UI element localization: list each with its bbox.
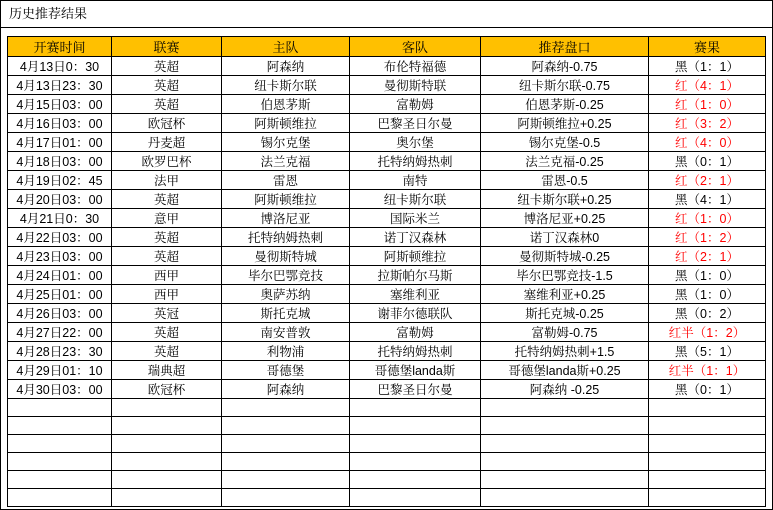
cell-empty	[222, 489, 350, 507]
table-row	[8, 57, 766, 76]
cell-pick: 博洛尼亚+0.25	[481, 209, 649, 228]
cell-time: 4月26日03：00	[8, 304, 112, 323]
table-row-empty	[8, 435, 766, 453]
cell-league: 英超	[112, 342, 222, 361]
cell-pick: 纽卡斯尔联-0.75	[481, 76, 649, 95]
table-row	[8, 266, 766, 285]
cell-pick: 富勒姆-0.75	[481, 323, 649, 342]
cell-league: 瑞典超	[112, 361, 222, 380]
cell-time: 4月16日03：00	[8, 114, 112, 133]
cell-home-team: 奥萨苏纳	[222, 285, 350, 304]
cell-empty	[222, 453, 350, 471]
cell-result: 红（2：1）	[649, 171, 766, 190]
cell-result: 黑（0：2）	[649, 304, 766, 323]
column-header-result: 赛果	[649, 37, 766, 57]
cell-empty	[350, 417, 481, 435]
cell-pick: 诺丁汉森林0	[481, 228, 649, 247]
cell-pick: 哥德堡landa斯+0.25	[481, 361, 649, 380]
cell-away-team: 塞维利亚	[350, 285, 481, 304]
cell-league: 欧罗巴杯	[112, 152, 222, 171]
cell-pick: 阿森纳 -0.25	[481, 380, 649, 399]
table-row	[8, 209, 766, 228]
cell-empty	[481, 417, 649, 435]
cell-pick: 托特纳姆热刺+1.5	[481, 342, 649, 361]
cell-time: 4月17日01：00	[8, 133, 112, 152]
cell-result: 红（4：0）	[649, 133, 766, 152]
cell-time: 4月20日03：00	[8, 190, 112, 209]
cell-home-team: 雷恩	[222, 171, 350, 190]
cell-result: 红半（1：2）	[649, 323, 766, 342]
cell-result: 红（1：0）	[649, 209, 766, 228]
cell-time: 4月13日23：30	[8, 76, 112, 95]
cell-away-team: 拉斯帕尔马斯	[350, 266, 481, 285]
cell-empty	[481, 435, 649, 453]
cell-league: 英超	[112, 228, 222, 247]
table-header-row	[8, 37, 766, 57]
cell-away-team: 富勒姆	[350, 323, 481, 342]
table-row	[8, 361, 766, 380]
cell-home-team: 伯恩茅斯	[222, 95, 350, 114]
cell-result: 红（1：2）	[649, 228, 766, 247]
cell-result: 红（3：2）	[649, 114, 766, 133]
cell-league: 丹麦超	[112, 133, 222, 152]
cell-league: 英超	[112, 95, 222, 114]
cell-time: 4月28日23：30	[8, 342, 112, 361]
table-row-empty	[8, 489, 766, 507]
cell-time: 4月22日03：00	[8, 228, 112, 247]
cell-home-team: 阿斯顿维拉	[222, 190, 350, 209]
cell-away-team: 谢菲尔德联队	[350, 304, 481, 323]
cell-home-team: 阿森纳	[222, 380, 350, 399]
cell-empty	[8, 471, 112, 489]
table-row-empty	[8, 453, 766, 471]
cell-result: 黑（4：1）	[649, 190, 766, 209]
cell-home-team: 锡尔克堡	[222, 133, 350, 152]
cell-league: 欧冠杯	[112, 380, 222, 399]
table-header	[8, 37, 766, 57]
column-header-home: 主队	[222, 37, 350, 57]
cell-empty	[112, 453, 222, 471]
cell-empty	[481, 471, 649, 489]
cell-empty	[222, 399, 350, 417]
cell-away-team: 阿斯顿维拉	[350, 247, 481, 266]
cell-away-team: 巴黎圣日尔曼	[350, 114, 481, 133]
cell-league: 英超	[112, 76, 222, 95]
cell-empty	[350, 471, 481, 489]
cell-empty	[649, 453, 766, 471]
cell-away-team: 布伦特福德	[350, 57, 481, 76]
cell-pick: 阿森纳-0.75	[481, 57, 649, 76]
cell-home-team: 阿斯顿维拉	[222, 114, 350, 133]
table-row	[8, 76, 766, 95]
table-row	[8, 133, 766, 152]
cell-league: 法甲	[112, 171, 222, 190]
cell-time: 4月27日22：00	[8, 323, 112, 342]
cell-away-team: 国际米兰	[350, 209, 481, 228]
cell-pick: 塞维利亚+0.25	[481, 285, 649, 304]
cell-league: 英超	[112, 323, 222, 342]
cell-home-team: 斯托克城	[222, 304, 350, 323]
cell-away-team: 富勒姆	[350, 95, 481, 114]
table-row	[8, 247, 766, 266]
cell-empty	[481, 453, 649, 471]
cell-empty	[350, 435, 481, 453]
cell-time: 4月15日03：00	[8, 95, 112, 114]
cell-result: 黑（0：1）	[649, 152, 766, 171]
cell-home-team: 南安普敦	[222, 323, 350, 342]
cell-home-team: 毕尔巴鄂竞技	[222, 266, 350, 285]
cell-time: 4月21日0：30	[8, 209, 112, 228]
cell-empty	[112, 489, 222, 507]
cell-home-team: 阿森纳	[222, 57, 350, 76]
cell-away-team: 托特纳姆热刺	[350, 342, 481, 361]
cell-away-team: 诺丁汉森林	[350, 228, 481, 247]
cell-home-team: 法兰克福	[222, 152, 350, 171]
cell-home-team: 利物浦	[222, 342, 350, 361]
cell-pick: 毕尔巴鄂竞技-1.5	[481, 266, 649, 285]
table-row-empty	[8, 471, 766, 489]
cell-empty	[481, 399, 649, 417]
cell-empty	[649, 471, 766, 489]
cell-time: 4月30日03：00	[8, 380, 112, 399]
table-row	[8, 95, 766, 114]
table-container	[1, 28, 772, 507]
cell-league: 英超	[112, 57, 222, 76]
cell-league: 英超	[112, 247, 222, 266]
table-row	[8, 380, 766, 399]
cell-empty	[649, 417, 766, 435]
cell-empty	[112, 417, 222, 435]
cell-result: 红（4：1）	[649, 76, 766, 95]
cell-empty	[8, 417, 112, 435]
table-row	[8, 285, 766, 304]
cell-empty	[222, 471, 350, 489]
table-row	[8, 323, 766, 342]
cell-result: 黑（1：0）	[649, 266, 766, 285]
column-header-time: 开赛时间	[8, 37, 112, 57]
cell-league: 英超	[112, 190, 222, 209]
cell-away-team: 巴黎圣日尔曼	[350, 380, 481, 399]
cell-empty	[8, 435, 112, 453]
cell-empty	[481, 489, 649, 507]
cell-pick: 雷恩-0.5	[481, 171, 649, 190]
cell-league: 西甲	[112, 285, 222, 304]
cell-home-team: 托特纳姆热刺	[222, 228, 350, 247]
cell-time: 4月25日01：00	[8, 285, 112, 304]
cell-away-team: 纽卡斯尔联	[350, 190, 481, 209]
table-row	[8, 171, 766, 190]
cell-time: 4月19日02：45	[8, 171, 112, 190]
cell-league: 意甲	[112, 209, 222, 228]
cell-pick: 斯托克城-0.25	[481, 304, 649, 323]
cell-pick: 锡尔克堡-0.5	[481, 133, 649, 152]
cell-result: 黑（1：0）	[649, 285, 766, 304]
table-row	[8, 190, 766, 209]
cell-away-team: 哥德堡landa斯	[350, 361, 481, 380]
cell-home-team: 博洛尼亚	[222, 209, 350, 228]
cell-result: 红半（1：1）	[649, 361, 766, 380]
cell-result: 黑（5：1）	[649, 342, 766, 361]
cell-home-team: 曼彻斯特城	[222, 247, 350, 266]
cell-empty	[8, 453, 112, 471]
page-title: 历史推荐结果	[1, 1, 772, 28]
cell-empty	[112, 435, 222, 453]
cell-pick: 阿斯顿维拉+0.25	[481, 114, 649, 133]
cell-home-team: 纽卡斯尔联	[222, 76, 350, 95]
cell-home-team: 哥德堡	[222, 361, 350, 380]
cell-time: 4月13日0：30	[8, 57, 112, 76]
cell-away-team: 南特	[350, 171, 481, 190]
cell-time: 4月29日01：10	[8, 361, 112, 380]
table-row	[8, 304, 766, 323]
cell-time: 4月18日03：00	[8, 152, 112, 171]
column-header-away: 客队	[350, 37, 481, 57]
cell-empty	[350, 399, 481, 417]
table-row	[8, 228, 766, 247]
cell-away-team: 曼彻斯特联	[350, 76, 481, 95]
table-row-empty	[8, 399, 766, 417]
cell-pick: 伯恩茅斯-0.25	[481, 95, 649, 114]
history-results-table	[7, 36, 766, 507]
cell-empty	[649, 435, 766, 453]
cell-empty	[649, 489, 766, 507]
table-row-empty	[8, 417, 766, 435]
table-row	[8, 342, 766, 361]
cell-empty	[649, 399, 766, 417]
cell-empty	[112, 399, 222, 417]
table-body	[8, 57, 766, 507]
cell-pick: 法兰克福-0.25	[481, 152, 649, 171]
cell-empty	[8, 399, 112, 417]
cell-league: 英冠	[112, 304, 222, 323]
table-row	[8, 152, 766, 171]
table-row	[8, 114, 766, 133]
cell-time: 4月24日01：00	[8, 266, 112, 285]
column-header-league: 联赛	[112, 37, 222, 57]
cell-league: 欧冠杯	[112, 114, 222, 133]
cell-pick: 曼彻斯特城-0.25	[481, 247, 649, 266]
cell-empty	[350, 453, 481, 471]
cell-empty	[8, 489, 112, 507]
cell-empty	[222, 435, 350, 453]
cell-pick: 纽卡斯尔联+0.25	[481, 190, 649, 209]
cell-empty	[222, 417, 350, 435]
cell-time: 4月23日03：00	[8, 247, 112, 266]
cell-away-team: 奥尔堡	[350, 133, 481, 152]
cell-result: 黑（0：1）	[649, 380, 766, 399]
cell-result: 红（1：0）	[649, 95, 766, 114]
cell-result: 红（2：1）	[649, 247, 766, 266]
cell-result: 黑（1：1）	[649, 57, 766, 76]
cell-empty	[350, 489, 481, 507]
cell-league: 西甲	[112, 266, 222, 285]
column-header-pick: 推荐盘口	[481, 37, 649, 57]
cell-empty	[112, 471, 222, 489]
cell-away-team: 托特纳姆热刺	[350, 152, 481, 171]
